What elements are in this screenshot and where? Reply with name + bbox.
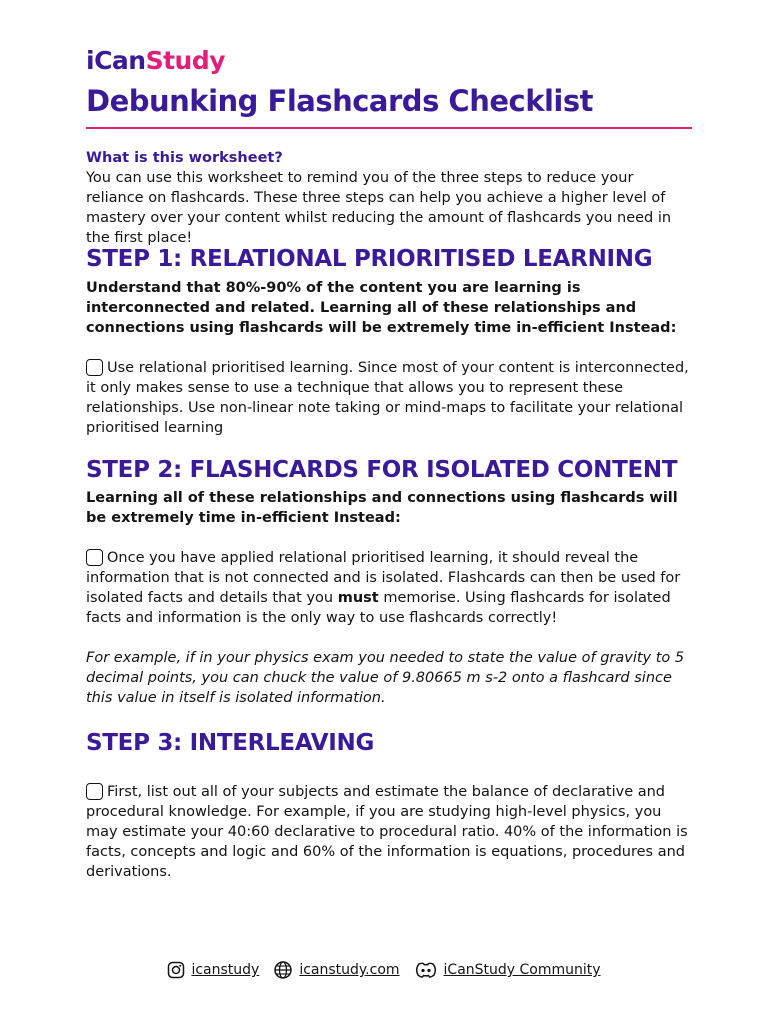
page-title: Debunking Flashcards Checklist: [86, 84, 593, 118]
step3-checklist-item: [86, 782, 692, 882]
step2-item-emphasis: must: [337, 590, 379, 606]
community-link[interactable]: [414, 961, 601, 979]
instagram-handle: icanstudy: [191, 962, 260, 978]
step2-heading: STEP 2: FLASHCARDS FOR ISOLATED CONTENT: [86, 457, 678, 483]
instagram-icon: [167, 961, 185, 979]
step3-checkbox[interactable]: [86, 783, 103, 800]
step3-item-text: First, list out all of your subjects and estimate the balance of declarative and procedural knowledge. For example, if you are studying high-level physics, you may estimate your 40:60 declarative to procedural ratio. 40% of the information is facts, concepts and logic and 60% of the information is equations, procedures and derivations.: [86, 784, 688, 880]
logo-i: i: [86, 46, 95, 75]
step1-checklist-item: [86, 358, 692, 438]
step1-item-text: Use relational prioritised learning. Since most of your content is interconnected, it only makes sense to use a technique that allows you to represent these relationships. Use non-linear note taking or mind-maps to facilitate your relational prioritised learning: [86, 360, 689, 436]
intro-section: [86, 148, 692, 248]
step2-checkbox[interactable]: [86, 549, 103, 566]
step2-item-text-before: Once you have applied relational prioritised learning, it should reveal the information that is not connected and is isolated. Flashcards can then be used for isolated facts and details that you: [86, 550, 681, 606]
step2-lead: Learning all of these relationships and connections using flashcards will be extremely time in-efficient Instead:: [86, 490, 678, 526]
step2-item-text-after: memorise. Using flashcards for isolated facts and information is the only way to use flashcards correctly!: [86, 590, 671, 626]
step1-checkbox[interactable]: [86, 359, 103, 376]
logo-study: Study: [145, 46, 226, 75]
discord-icon: [414, 961, 438, 979]
community-name: iCanStudy Community: [443, 962, 601, 978]
step2-example: For example, if in your physics exam you needed to state the value of gravity to 5 decimal points, you can chuck the value of 9.80665 m s-2 onto a flashcard since this value in itself is isolated information.: [86, 650, 685, 706]
globe-icon: [273, 960, 293, 980]
step2-checklist-item: [86, 548, 692, 628]
step3-heading: STEP 3: INTERLEAVING: [86, 730, 375, 756]
title-divider: [86, 127, 692, 129]
website-link[interactable]: [273, 960, 399, 980]
step1-heading: STEP 1: RELATIONAL PRIORITISED LEARNING: [86, 246, 653, 272]
intro-text: You can use this worksheet to remind you of the three steps to reduce your reliance on flashcards. These three steps can help you achieve a higher level of mastery over your content whilst reducing the amount of flashcards you need in the first place!: [86, 170, 672, 246]
logo-can: Can: [94, 46, 146, 75]
footer-links: [0, 960, 768, 980]
intro-question: What is this worksheet?: [86, 150, 283, 166]
website-url: icanstudy.com: [299, 962, 400, 978]
brand-logo: [86, 46, 225, 75]
instagram-link[interactable]: [167, 961, 259, 979]
step1-lead: Understand that 80%-90% of the content you are learning is interconnected and related. Learning all of these relationships and connections using flashcards will be extremely time in-efficient Instead:: [86, 280, 677, 336]
